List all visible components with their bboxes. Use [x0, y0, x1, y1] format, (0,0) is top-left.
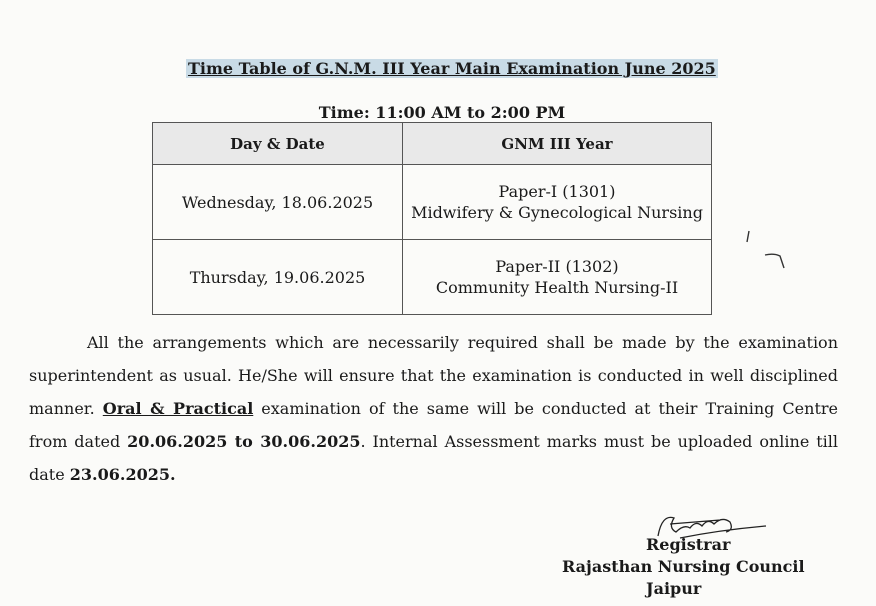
instructions-paragraph	[29, 326, 838, 491]
pen-mark	[764, 252, 788, 272]
row-paper-cell	[403, 240, 712, 315]
date-range: 20.06.2025 to 30.06.2025	[127, 432, 361, 451]
paragraph-text: . Internal Assessment marks must be uploaded online till date	[29, 432, 839, 484]
oral-practical-text: Oral & Practical	[102, 399, 254, 418]
paper-code: Paper-II (1302)	[495, 257, 619, 276]
header-day-date: Day & Date	[153, 123, 403, 165]
paragraph-text: All the arrangements which are necessarily required shall be made by the examination superintendent as usual. He/She will ensure that the examination is conducted in well disciplined manner.	[29, 333, 838, 418]
paper-subject: Midwifery & Gynecological Nursing	[411, 203, 703, 222]
signatory-organization: Rajasthan Nursing Council	[562, 557, 805, 576]
table-row	[153, 165, 712, 240]
pen-mark	[744, 230, 752, 244]
signatory-designation: Registrar	[646, 535, 731, 554]
paper-subject: Community Health Nursing-II	[435, 278, 679, 297]
table-row	[153, 240, 712, 315]
exam-time: Time: 11:00 AM to 2:00 PM	[318, 103, 566, 122]
paragraph-text: examination of the same will be conducted at their Training Centre from dated	[29, 399, 838, 451]
row-date: Wednesday, 18.06.2025	[153, 165, 403, 240]
signatory-city: Jaipur	[646, 579, 702, 598]
signature-block	[562, 534, 805, 600]
table-header-row	[153, 123, 712, 165]
timetable	[152, 122, 712, 315]
row-date: Thursday, 19.06.2025	[153, 240, 403, 315]
last-date: 23.06.2025.	[69, 465, 176, 484]
row-paper-cell	[403, 165, 712, 240]
header-gnm-year: GNM III Year	[403, 123, 712, 165]
document-title: Time Table of G.N.M. III Year Main Examination June 2025	[188, 59, 716, 78]
paper-code: Paper-I (1301)	[498, 182, 616, 201]
